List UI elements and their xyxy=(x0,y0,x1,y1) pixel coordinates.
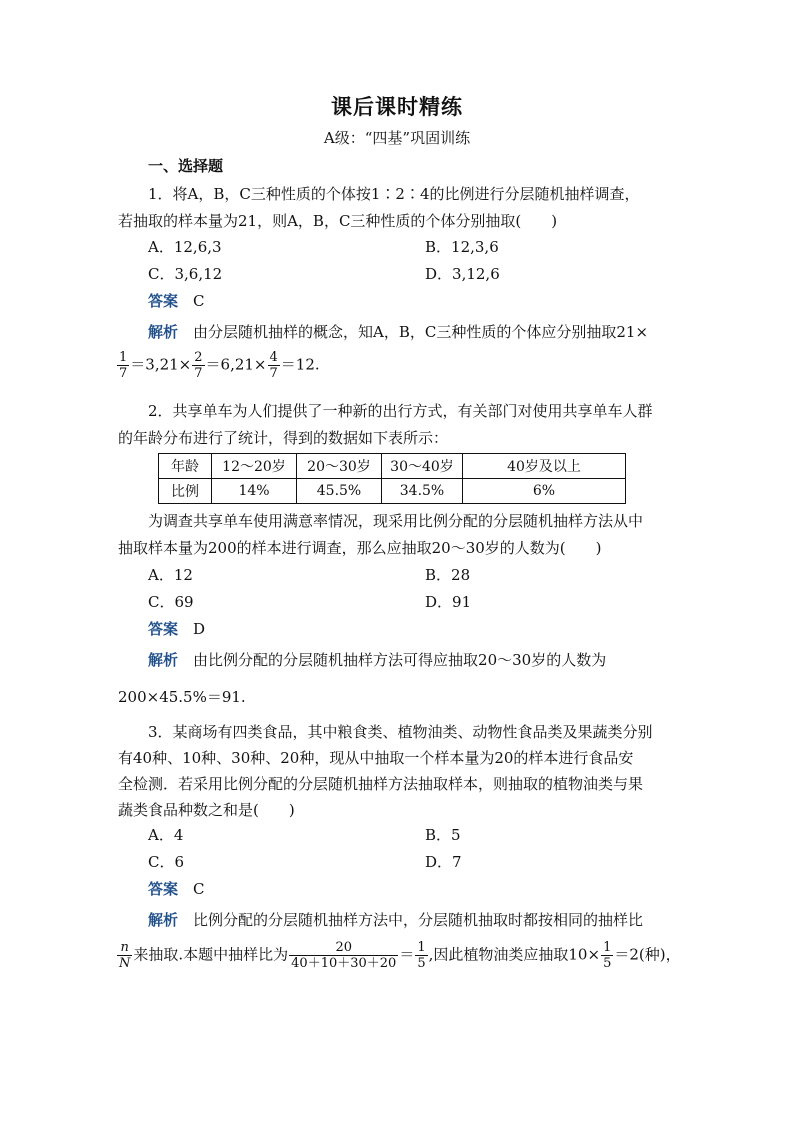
q2-answer xyxy=(148,619,205,639)
q2-analysis-line1 xyxy=(148,650,606,670)
q3-stem-line2: 有40种、10种、30种、20种，现从中抽取一个样本量为20的样本进行食品安 xyxy=(118,749,634,767)
q2-option-a: A．12 xyxy=(148,566,193,584)
table-cell: 20～30岁 xyxy=(297,454,382,479)
analysis-label: 解析 xyxy=(148,323,179,341)
q3-fraction-one-fifth-2: $\frac{1}{5}$ xyxy=(603,940,612,971)
q3-option-c: C．6 xyxy=(148,853,185,871)
table-cell: 30～40岁 xyxy=(382,454,463,479)
analysis-label: 解析 xyxy=(148,911,179,929)
table-cell: 40岁及以上 xyxy=(463,454,626,479)
q3-fraction-one-fifth: $\frac{1}{5}$ xyxy=(417,940,426,971)
q3-stem-line1: 3．某商场有四类食品，其中粮食类、植物油类、动物性食品类及果蔬类分别 xyxy=(148,723,653,741)
q2-option-d: D．91 xyxy=(425,593,472,611)
q3-fraction-sampling-ratio: $\frac{20}{40+10+30+20}$ xyxy=(291,940,397,971)
q1-answer-value: C xyxy=(193,292,205,310)
q1-analysis-line2: $\frac{1}{7}$ ＝3,21× $\frac{2}{7}$ ＝6,21× $\frac{4}{7}$ ＝12. xyxy=(119,350,320,381)
q1-option-a: A．12,6,3 xyxy=(148,238,222,256)
q2-stem-line4: 抽取样本量为200的样本进行调查，那么应抽取20～30岁的人数为( ) xyxy=(118,539,602,557)
page-title: 课后课时精练 xyxy=(331,94,463,119)
table-cell: 34.5% xyxy=(382,479,463,504)
q1-fraction-1: $\frac{1}{7}$ xyxy=(119,350,128,381)
q3-analysis-line1 xyxy=(148,910,643,930)
q2-analysis-line2: 200×45.5%＝91. xyxy=(118,688,246,706)
q3-stem-line3: 全检测．若采用比例分配的分层随机抽样方法抽取样本，则抽取的植物油类与果 xyxy=(118,775,644,793)
q1-answer xyxy=(148,291,205,311)
answer-label: 答案 xyxy=(148,620,179,638)
q3-option-b: B．5 xyxy=(425,826,461,844)
q2-stem-line2: 的年龄分布进行了统计，得到的数据如下表所示： xyxy=(118,429,449,447)
table-cell: 12～20岁 xyxy=(212,454,297,479)
q1-option-c: C．3,6,12 xyxy=(148,265,223,283)
q2-option-c: C．69 xyxy=(148,593,194,611)
q1-analysis-text: 由分层随机抽样的概念，知A，B，C三种性质的个体应分别抽取21× xyxy=(193,323,649,341)
answer-label: 答案 xyxy=(148,880,179,898)
q3-answer-value: C xyxy=(193,880,205,898)
q1-option-d: D．3,12,6 xyxy=(425,265,500,283)
q1-stem-line2: 若抽取的样本量为21，则A，B，C三种性质的个体分别抽取( ) xyxy=(118,212,558,230)
table-cell: 年龄 xyxy=(159,454,212,479)
q2-answer-value: D xyxy=(193,620,206,638)
table-cell: 45.5% xyxy=(297,479,382,504)
table-cell: 比例 xyxy=(159,479,212,504)
q3-analysis-text: 比例分配的分层随机抽样方法中，分层随机抽取时都按相同的抽样比 xyxy=(193,911,644,929)
section-heading: 一、选择题 xyxy=(148,157,224,175)
q3-fraction-n-over-N: $\frac{n}{N}$ xyxy=(119,940,131,971)
q1-fraction-3: $\frac{4}{7}$ xyxy=(269,350,278,381)
subtitle: A级：“四基”巩固训练 xyxy=(323,129,471,147)
q1-analysis-line1 xyxy=(148,322,648,342)
q1-fraction-2: $\frac{2}{7}$ xyxy=(194,350,203,381)
age-distribution-table xyxy=(158,453,626,504)
table-cell: 14% xyxy=(212,479,297,504)
q3-option-a: A．4 xyxy=(148,826,184,844)
q2-option-b: B．28 xyxy=(425,566,471,584)
q3-analysis-line2: $\frac{n}{N}$ 来抽取.本题中抽样比为 $\frac{20}{40+10+30+20}$ ＝ $\frac{1}{5}$ ,因此植物油类应抽取10× $\frac{1}{5}$ ＝2(种)， xyxy=(119,940,681,971)
q2-stem-line1: 2．共享单车为人们提供了一种新的出行方式，有关部门对使用共享单车人群 xyxy=(148,402,653,420)
q1-option-b: B．12,3,6 xyxy=(425,238,499,256)
table-row xyxy=(159,454,626,479)
table-row xyxy=(159,479,626,504)
q2-stem-line3: 为调查共享单车使用满意率情况，现采用比例分配的分层随机抽样方法从中 xyxy=(148,512,644,530)
q2-analysis-text: 由比例分配的分层随机抽样方法可得应抽取20～30岁的人数为 xyxy=(193,651,607,669)
q3-answer xyxy=(148,879,205,899)
answer-label: 答案 xyxy=(148,292,179,310)
q1-stem-line1: 1．将A，B，C三种性质的个体按1∶2∶4的比例进行分层随机抽样调查， xyxy=(148,185,640,203)
analysis-label: 解析 xyxy=(148,651,179,669)
table-cell: 6% xyxy=(463,479,626,504)
q3-stem-line4: 蔬类食品种数之和是( ) xyxy=(118,801,295,819)
q3-option-d: D．7 xyxy=(425,853,462,871)
